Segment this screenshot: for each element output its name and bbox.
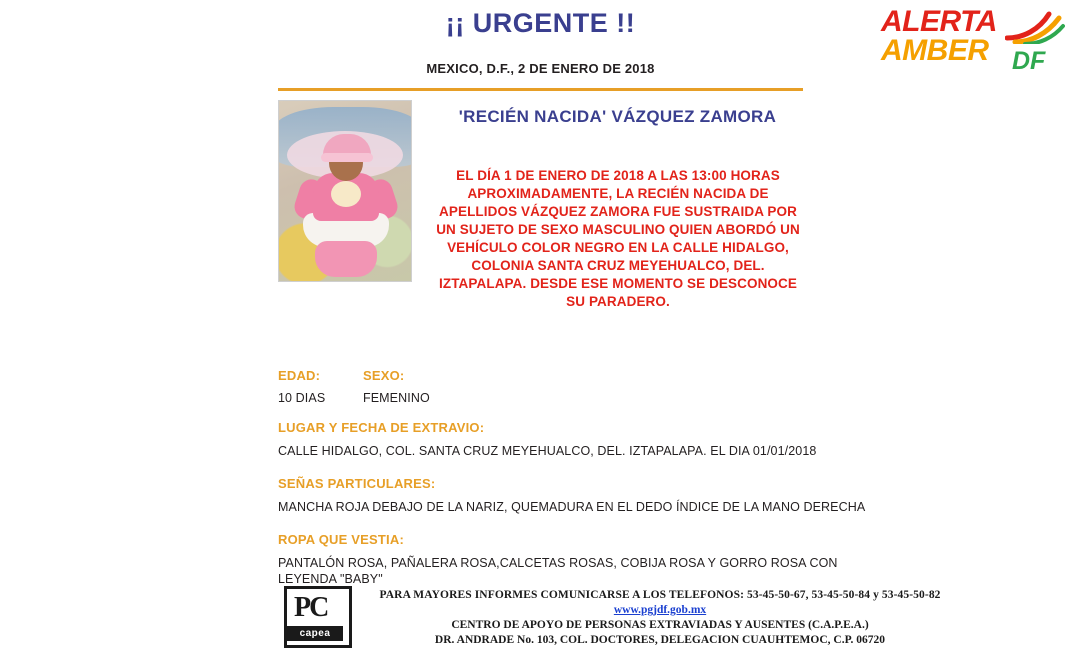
field-ropa	[278, 532, 878, 587]
edad-label: EDAD:	[278, 368, 321, 383]
capea-wordmark: capea	[287, 626, 343, 641]
field-sexo	[363, 368, 563, 406]
alerta-amber-logo	[881, 6, 1071, 78]
city-date-line: MEXICO, D.F., 2 DE ENERO DE 2018	[426, 61, 655, 76]
sexo-value: FEMENINO	[363, 391, 430, 405]
capea-monogram: PC	[294, 592, 328, 623]
footer-website-link[interactable]: www.pgjdf.gob.mx	[613, 604, 707, 616]
logo-line-df: DF	[1012, 47, 1046, 75]
ropa-label: ROPA QUE VESTIA:	[278, 532, 404, 547]
ropa-value: PANTALÓN ROSA, PAÑALERA ROSA,CALCETAS ROSAS, COBIJA ROSA Y GORRO ROSA CON LEYENDA "BABY"	[278, 556, 838, 586]
logo-line-alerta: ALERTA	[881, 5, 997, 38]
incident-narrative: EL DÍA 1 DE ENERO DE 2018 A LAS 13:00 HORAS APROXIMADAMENTE, LA RECIÉN NACIDA DE APELLIDOS VÁZQUEZ ZAMORA FUE SUSTRAIDA POR UN SUJETO DE SEXO MASCULINO QUIEN ABORDÓ UN VEHÍCULO COLOR NEGRO EN LA CALLE HIDALGO, COLONIA SANTA CRUZ MEYEHUALCO, DEL. IZTAPALAPA. DESDE ESE MOMENTO SE DESCONOCE SU PARADERO.	[436, 168, 800, 309]
page-title: ¡¡ URGENTE !!	[445, 8, 636, 38]
logo-line-amber: AMBER	[881, 34, 989, 67]
swoosh-icon	[1005, 8, 1065, 44]
victim-name: 'RECIÉN NACIDA' VÁZQUEZ ZAMORA	[458, 107, 777, 126]
footer-phones: PARA MAYORES INFORMES COMUNICARSE A LOS TELEFONOS: 53-45-50-67, 53-45-50-84 y 53-45-50-82	[379, 589, 941, 601]
photo-bib	[331, 181, 361, 207]
footer-center-name: CENTRO DE APOYO DE PERSONAS EXTRAVIADAS Y AUSENTES (C.A.P.E.A.)	[451, 619, 869, 631]
victim-photo	[278, 100, 412, 282]
photo-hat-brim	[321, 153, 373, 162]
edad-value: 10 DIAS	[278, 391, 326, 405]
senas-value: MANCHA ROJA DEBAJO DE LA NARIZ, QUEMADURA EN EL DEDO ÍNDICE DE LA MANO DERECHA	[278, 500, 866, 514]
field-lugar-fecha	[278, 420, 878, 459]
capea-logo	[284, 586, 348, 644]
sexo-label: SEXO:	[363, 368, 405, 383]
footer-contact-block	[360, 588, 960, 648]
senas-label: SEÑAS PARTICULARES:	[278, 476, 436, 491]
footer-address: DR. ANDRADE No. 103, COL. DOCTORES, DELEGACION CUAUHTEMOC, C.P. 06720	[434, 634, 886, 646]
lugar-value: CALLE HIDALGO, COL. SANTA CRUZ MEYEHUALCO, DEL. IZTAPALAPA. EL DIA 01/01/2018	[278, 444, 817, 458]
lugar-label: LUGAR Y FECHA DE EXTRAVIO:	[278, 420, 485, 435]
field-senas-particulares	[278, 476, 878, 515]
photo-legs	[315, 241, 377, 277]
header-divider	[278, 88, 803, 91]
